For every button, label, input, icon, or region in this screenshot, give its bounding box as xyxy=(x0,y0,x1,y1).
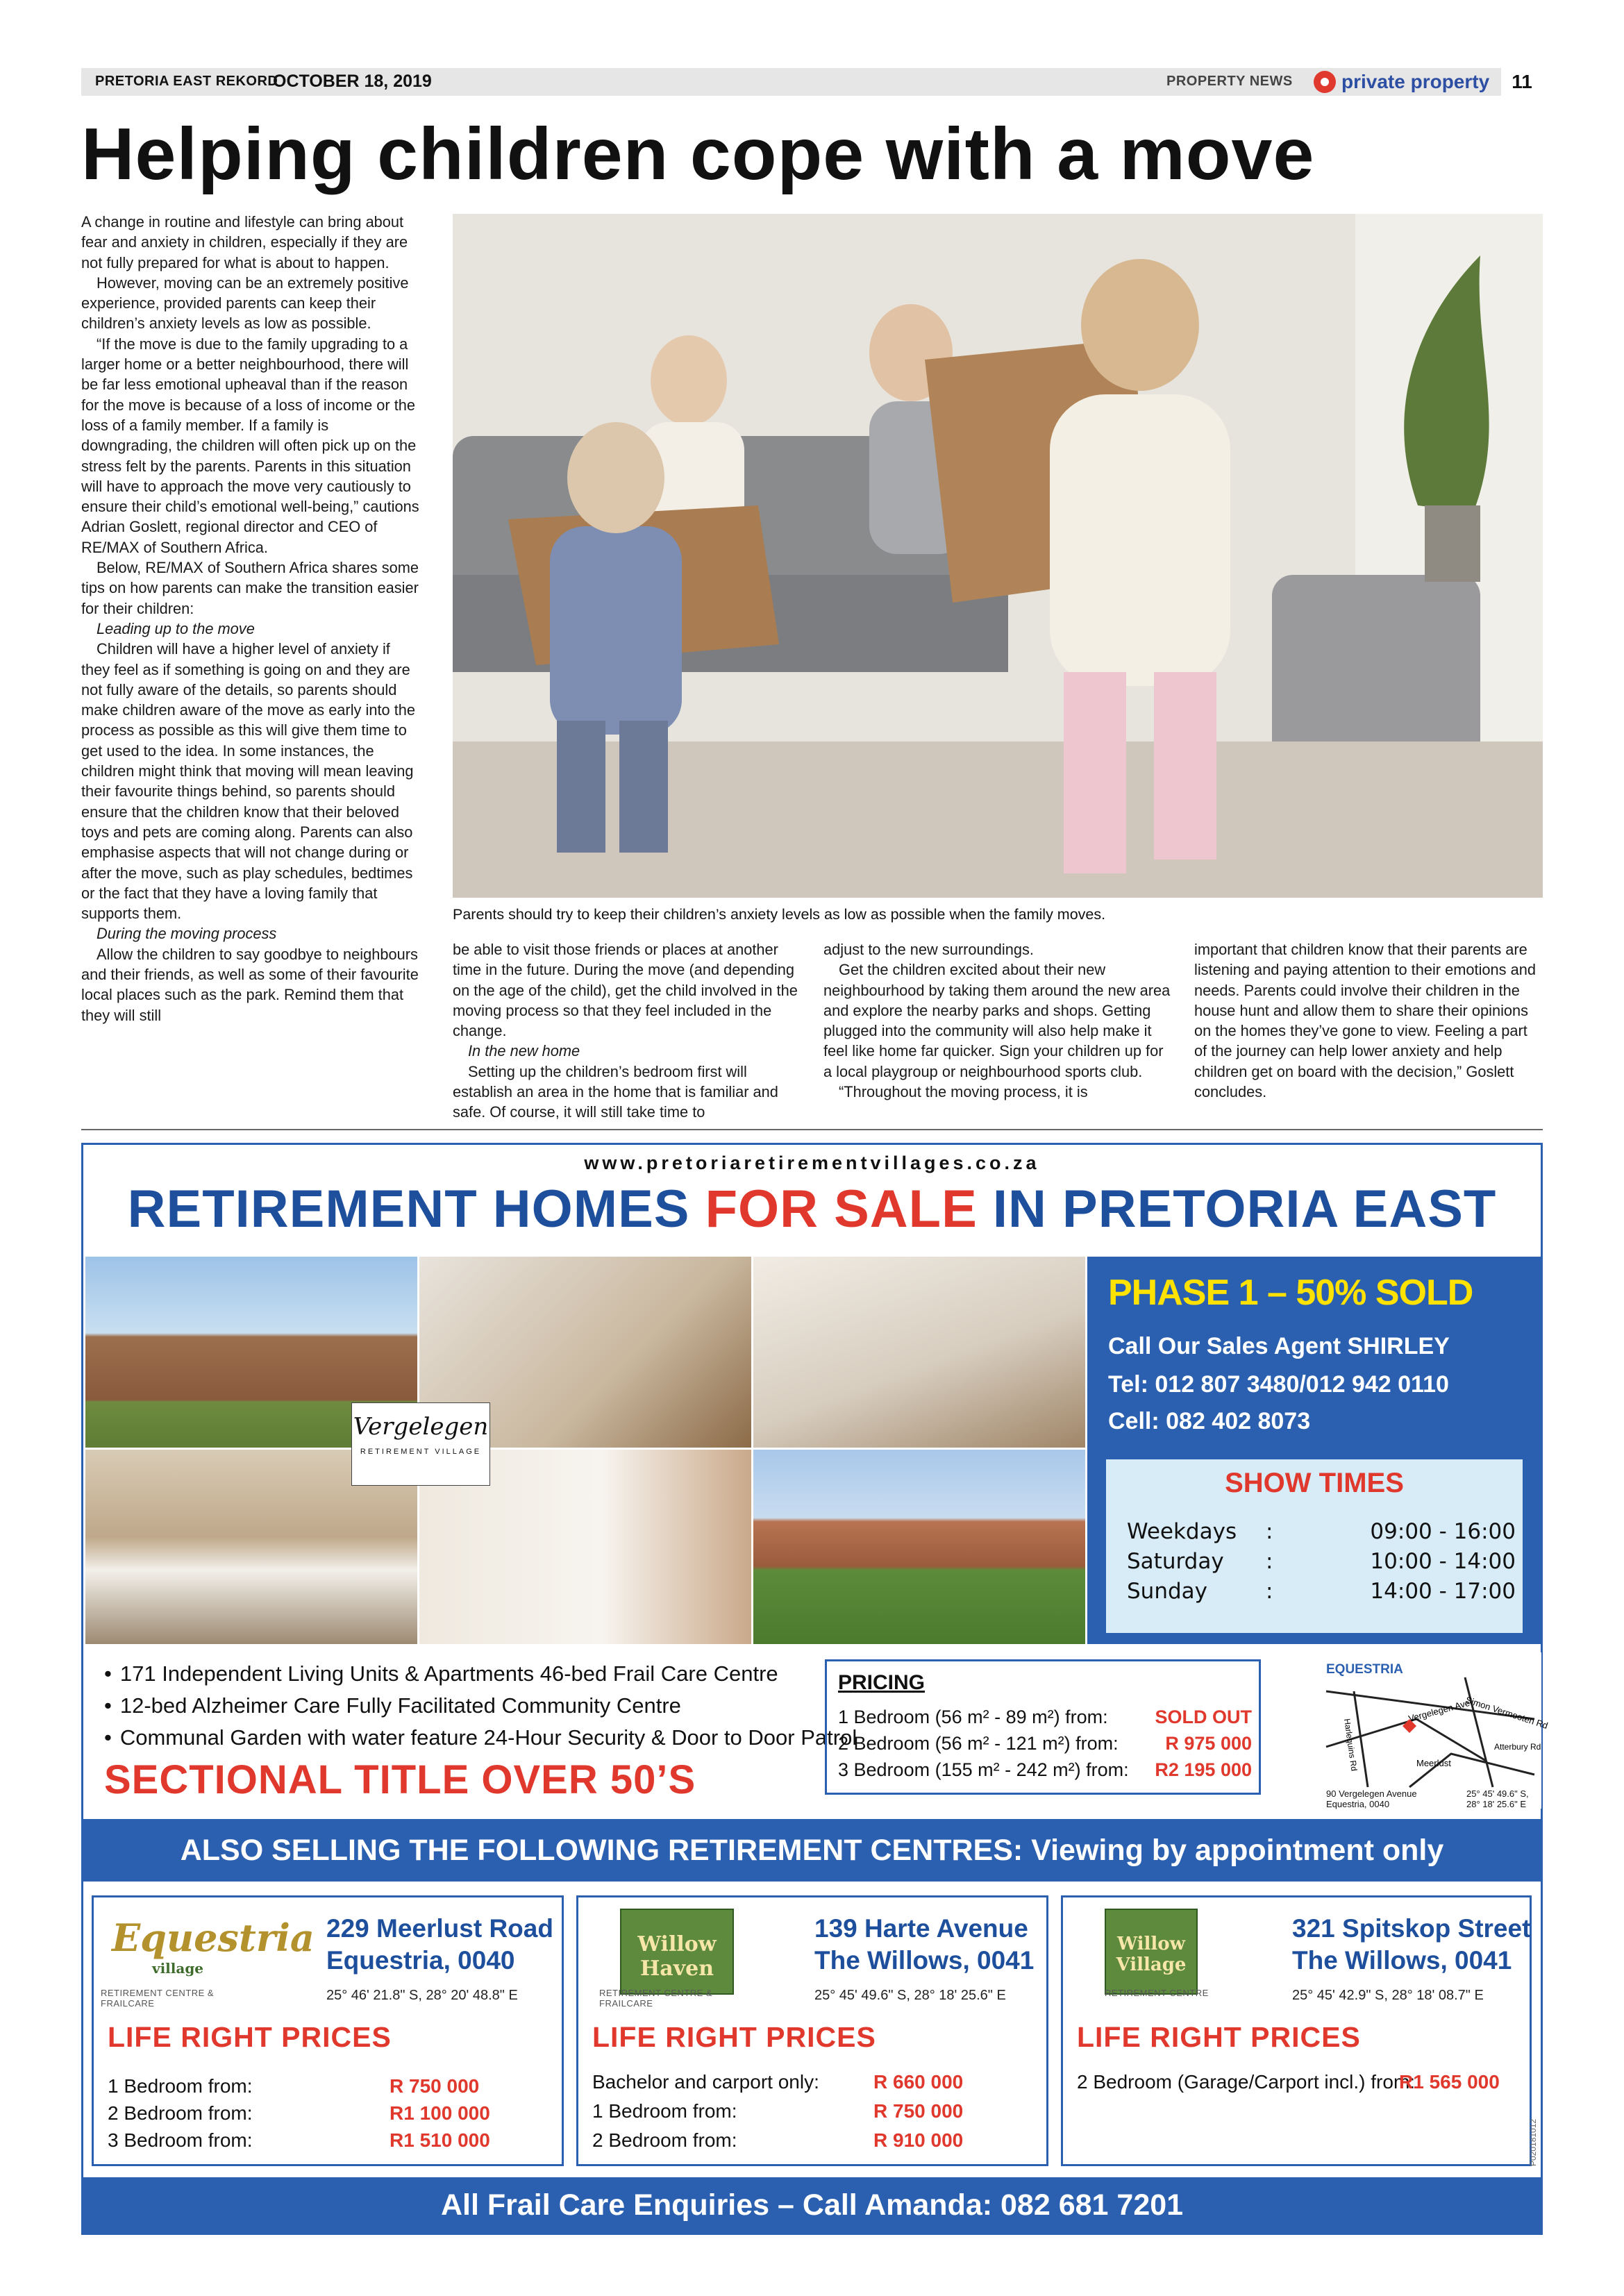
section-label: PROPERTY NEWS xyxy=(1166,74,1293,89)
map-address-line: 90 Vergelegen Avenue xyxy=(1326,1788,1417,1799)
show-separator: : xyxy=(1266,1579,1273,1604)
map-road-label: Harlequins Rd xyxy=(1342,1718,1359,1772)
location-pin-icon xyxy=(1314,71,1336,93)
centre-price-description: 1 Bedroom from: xyxy=(108,2075,253,2097)
centre-price-description: 2 Bedroom from: xyxy=(108,2102,253,2124)
life-right-prices-title: LIFE RIGHT PRICES xyxy=(1077,2021,1361,2053)
show-time: 14:00 - 17:00 xyxy=(1370,1579,1516,1604)
feature-item: • 171 Independent Living Units & Apartments 46-bed Frail Care Centre xyxy=(104,1658,819,1690)
masthead xyxy=(81,68,1543,96)
article-divider xyxy=(81,1129,1543,1130)
private-property-logo xyxy=(1314,68,1489,96)
show-separator: : xyxy=(1266,1519,1273,1544)
article-paragraph: “If the move is due to the family upgrading to a larger home or a better neighbourhood, there will be far less emotional upheaval than if the reason for the move is because of a loss of income or the loss of a family member. If a family is downgrading, the children will often pick up on the stress felt by the parents. Parents in this situation will have to approach the move very cautiously to ensure their child’s emotional well-being,” cautions Adrian Goslett, regional director and CEO of RE/MAX of Southern Africa. xyxy=(81,335,419,556)
centre-logo-name: Equestria xyxy=(112,1916,315,1960)
article-paragraph: be able to visit those friends or places at another time in the future. During the move (and depending on the age of the child), get the child involved in the moving process so that they feel included in the change. xyxy=(453,941,798,1040)
pricing-box xyxy=(825,1659,1261,1795)
sales-agent: Call Our Sales Agent SHIRLEY xyxy=(1108,1333,1450,1359)
map-coordinate-line: 28° 18' 25.6" E xyxy=(1466,1799,1527,1809)
centre-address xyxy=(326,1913,553,1977)
centre-logo-name: Willow xyxy=(637,1932,717,1956)
vergelegen-logo-name: Vergelegen xyxy=(353,1413,489,1441)
article-column-3 xyxy=(823,939,1171,1102)
centre-address-line: 229 Meerlust Road xyxy=(326,1914,553,1943)
article-paragraph: Children will have a higher level of anxiety if they feel as if something is going on and they are not fully aware of the details, so parents should make children aware of the move as early into the process as possible as this will give them time to get used to the idea. In some instances, the children might think that moving will mean leaving their favourite things behind, so parents should ensure that the children know that their beloved toys and pets are coming along. Parents can also emphasise aspects that will not change during or after the move, such as play schedules, bedtimes or the fact that they have a loving family that supports them. xyxy=(81,640,415,923)
map-coordinates xyxy=(1466,1788,1529,1809)
centre-equestria xyxy=(92,1895,564,2166)
life-right-prices-title: LIFE RIGHT PRICES xyxy=(108,2021,392,2053)
article-paragraph: Below, RE/MAX of Southern Africa shares some tips on how parents can make the transition easier for their children: xyxy=(81,559,419,617)
map-road-label: Simon Vermooten Rd xyxy=(1464,1694,1550,1732)
advert-heading-part3: IN PRETORIA EAST xyxy=(977,1180,1497,1239)
family-moving-boxes-illustration xyxy=(453,214,1543,898)
centre-price-value: R1 510 000 xyxy=(390,2129,490,2151)
article-paragraph: However, moving can be an extremely positive experience, provided parents can keep their children’s anxiety levels as low as possible. xyxy=(81,274,409,333)
centre-address xyxy=(1292,1913,1530,1977)
article-photo xyxy=(453,214,1543,898)
centre-logo-tag: Village xyxy=(1116,1954,1187,1975)
map-address xyxy=(1326,1788,1417,1809)
frail-care-banner[interactable]: All Frail Care Enquiries – Call Amanda: 082 681 7201 xyxy=(83,2177,1541,2233)
pricing-title: PRICING xyxy=(838,1671,926,1694)
centre-address-line: The Willows, 0041 xyxy=(1292,1946,1512,1975)
vergelegen-logo xyxy=(351,1402,490,1486)
vergelegen-logo-sub: RETIREMENT VILLAGE xyxy=(360,1448,482,1456)
article-subheading: In the new home xyxy=(468,1042,580,1060)
article-column-4 xyxy=(1194,939,1541,1102)
centre-logo-tag: village xyxy=(151,1960,204,1977)
issue-date: OCTOBER 18, 2019 xyxy=(273,72,432,91)
article-column-1 xyxy=(81,212,421,1025)
life-right-prices-title: LIFE RIGHT PRICES xyxy=(592,2021,876,2053)
centre-price-description: 3 Bedroom from: xyxy=(108,2129,253,2151)
centre-price-value: R1 100 000 xyxy=(390,2102,490,2124)
article-paragraph: adjust to the new surroundings. xyxy=(823,941,1034,958)
show-times-title: SHOW TIMES xyxy=(1225,1468,1404,1498)
centre-logo-name: Willow xyxy=(1116,1934,1186,1954)
equestria-logo xyxy=(112,1909,315,1992)
map-address-line: Equestria, 0040 xyxy=(1326,1799,1390,1809)
centre-price-value: R 750 000 xyxy=(873,2100,964,2122)
location-map xyxy=(1305,1652,1550,1809)
map-coordinate-line: 25° 45' 49.6" S, xyxy=(1466,1788,1529,1799)
price-description: 3 Bedroom (155 m² - 242 m²) from: xyxy=(838,1759,1129,1780)
map-road-label: Meerlust xyxy=(1416,1758,1451,1768)
also-selling-banner: ALSO SELLING THE FOLLOWING RETIREMENT CENTRES: Viewing by appointment only xyxy=(83,1819,1541,1882)
phase-label: PHASE 1 – 50% SOLD xyxy=(1108,1273,1473,1313)
centre-logo-sub: RETIREMENT CENTRE xyxy=(1105,1988,1209,1998)
centre-price-value: R 910 000 xyxy=(873,2129,964,2151)
show-time: 10:00 - 14:00 xyxy=(1370,1549,1516,1574)
price-value: R 975 000 xyxy=(1165,1733,1252,1754)
map-roads xyxy=(1326,1677,1550,1787)
centre-address-line: 139 Harte Avenue xyxy=(814,1914,1028,1943)
article-headline: Helping children cope with a move xyxy=(81,113,1315,195)
centre-price-value: R1 565 000 xyxy=(1399,2071,1500,2093)
centre-price-description: 2 Bedroom from: xyxy=(592,2129,737,2151)
advert-heading-highlight: FOR SALE xyxy=(705,1180,978,1239)
centre-willow-village xyxy=(1061,1895,1532,2166)
article-paragraph: “Throughout the moving process, it is xyxy=(839,1083,1088,1101)
willow-village-logo xyxy=(1105,1909,1198,1995)
centre-logo-sub: RETIREMENT CENTRE & FRAILCARE xyxy=(599,1988,713,2009)
willow-haven-logo xyxy=(620,1909,734,1995)
show-day: Sunday xyxy=(1127,1579,1207,1604)
article-column-2 xyxy=(453,939,800,1123)
centre-coordinates: 25° 46' 21.8" S, 28° 20' 48.8" E xyxy=(326,1988,518,2003)
map-area-label: EQUESTRIA xyxy=(1326,1662,1403,1677)
centre-logo-sub: RETIREMENT CENTRE & FRAILCARE xyxy=(101,1988,215,2009)
map-road-label: Vergelegen Ave xyxy=(1407,1697,1471,1724)
telephone-number[interactable]: Tel: 012 807 3480/012 942 0110 xyxy=(1108,1371,1449,1398)
centre-coordinates: 25° 45' 42.9" S, 28° 18' 08.7" E xyxy=(1292,1988,1484,2003)
show-time: 09:00 - 16:00 xyxy=(1370,1519,1516,1544)
article-paragraph: A change in routine and lifestyle can bring about fear and anxiety in children, especially if they are not fully prepared for what is about to happen. xyxy=(81,213,408,271)
photo-caption: Parents should try to keep their children’s anxiety levels as low as possible when the family moves. xyxy=(453,906,1106,923)
feature-list xyxy=(104,1658,857,1754)
price-value: SOLD OUT xyxy=(1155,1707,1252,1727)
map-road-label: Atterbury Rd xyxy=(1494,1742,1541,1752)
centre-willow-haven xyxy=(576,1895,1048,2166)
show-times-box xyxy=(1106,1459,1523,1633)
price-description: 2 Bedroom (56 m² - 121 m²) from: xyxy=(838,1733,1119,1754)
advert-reference: P020181012 xyxy=(1528,2118,1538,2166)
brand-name: private property xyxy=(1341,71,1490,92)
feature-item: • 12-bed Alzheimer Care Fully Facilitated Community Centre xyxy=(104,1690,819,1722)
paper-name: PRETORIA EAST REKORD xyxy=(95,74,278,89)
article-paragraph: important that children know that their parents are listening and paying attention to their emotions and needs. Parents could involve their children in the house hunt and allow them to share their opinions on the homes they’ve gone to view. Feeling a part of the journey can help lower anxiety and help children get on board with the decision,” Goslett concludes. xyxy=(1194,941,1536,1101)
article-paragraph: Get the children excited about their new neighbourhood by taking them around the new area and explore the nearby parks and shops. Getting plugged into the community will also help make it feel like home far quicker. Sign your children up for a local playgroup or neighbourhood sports club. xyxy=(823,961,1171,1080)
centre-price-description: 2 Bedroom (Garage/Carport incl.) from: xyxy=(1077,2071,1416,2093)
centre-address xyxy=(814,1913,1034,1977)
page-number: 11 xyxy=(1501,68,1543,96)
advert-heading xyxy=(0,1179,1624,1239)
centre-address-line: The Willows, 0041 xyxy=(814,1946,1035,1975)
cell-number[interactable]: Cell: 082 402 8073 xyxy=(1108,1408,1311,1434)
show-separator: : xyxy=(1266,1549,1273,1574)
article-paragraph: Allow the children to say goodbye to neighbours and their friends, as well as some of their favourite local places such as the park. Remind them that they will still xyxy=(81,945,419,1024)
centre-address-line: 321 Spitskop Street xyxy=(1292,1914,1531,1943)
article-subheading: During the moving process xyxy=(97,925,277,943)
article-paragraph: Setting up the children’s bedroom first will establish an area in the home that is familiar and safe. Of course, it will still take time to xyxy=(453,1062,778,1121)
centre-logo-tag: Haven xyxy=(639,1956,714,1981)
garden-complex-photo xyxy=(753,1450,1085,1644)
centre-price-description: Bachelor and carport only: xyxy=(592,2071,819,2093)
show-day: Weekdays xyxy=(1127,1519,1237,1544)
dining-room-photo xyxy=(753,1257,1085,1448)
sectional-title-slogan: SECTIONAL TITLE OVER 50’S xyxy=(104,1757,696,1802)
centre-price-description: 1 Bedroom from: xyxy=(592,2100,737,2122)
centre-coordinates: 25° 45' 49.6" S, 28° 18' 25.6" E xyxy=(814,1988,1006,2003)
sales-panel xyxy=(1087,1257,1541,1644)
advert-website[interactable]: www.pretoriaretirementvillages.co.za xyxy=(584,1153,1040,1173)
price-description: 1 Bedroom (56 m² - 89 m²) from: xyxy=(838,1707,1108,1727)
centre-price-value: R 750 000 xyxy=(390,2075,480,2097)
advert-heading-part1: RETIREMENT HOMES xyxy=(127,1180,705,1239)
centre-address-line: Equestria, 0040 xyxy=(326,1946,515,1975)
price-value: R2 195 000 xyxy=(1155,1759,1252,1780)
article-subheading: Leading up to the move xyxy=(97,619,255,637)
centre-price-value: R 660 000 xyxy=(873,2071,964,2093)
show-day: Saturday xyxy=(1127,1549,1224,1574)
feature-item: • Communal Garden with water feature 24-Hour Security & Door to Door Patrol xyxy=(104,1722,819,1754)
